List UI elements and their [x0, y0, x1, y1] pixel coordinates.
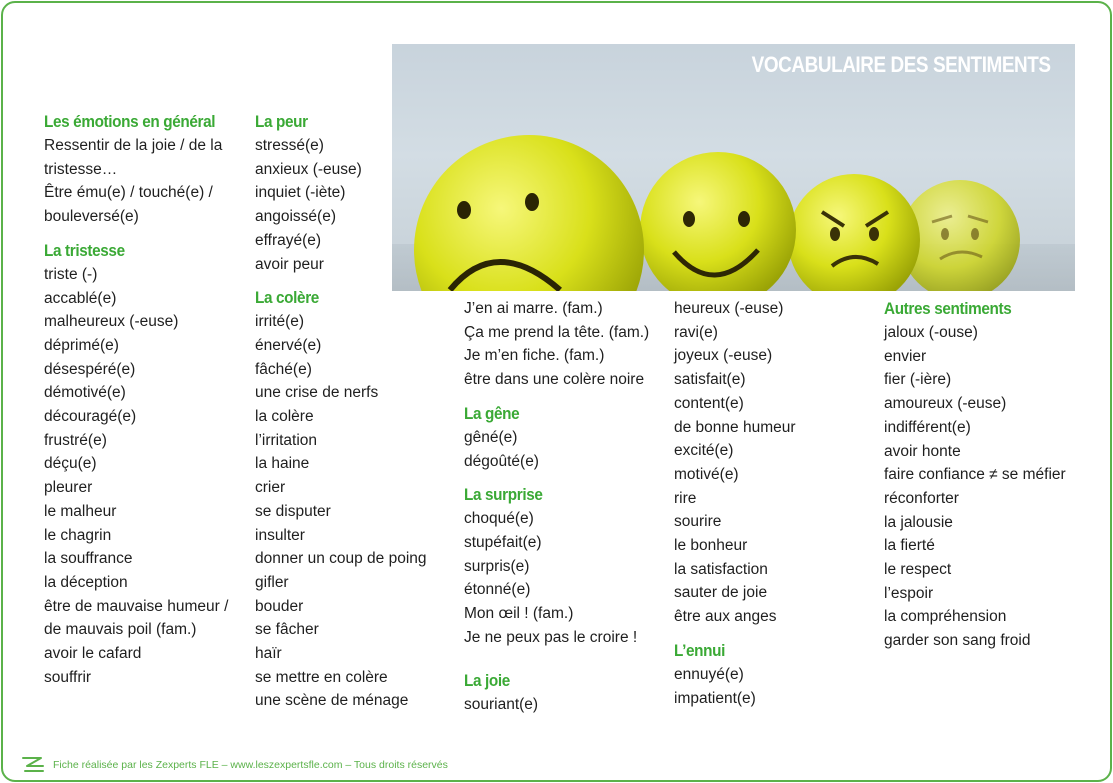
list-item: l’espoir	[884, 584, 934, 602]
list-item: gifler	[255, 573, 289, 591]
list-item: découragé(e)	[44, 408, 137, 426]
list-item: une crise de nerfs	[255, 384, 379, 402]
list-item: la jalousie	[884, 513, 953, 531]
list-item: énervé(e)	[255, 336, 322, 354]
column-4	[674, 297, 796, 710]
list-item: frustré(e)	[44, 431, 107, 449]
emoji-balls-illustration	[392, 44, 1075, 291]
list-item: démotivé(e)	[44, 384, 126, 402]
column-1	[44, 110, 234, 689]
list-item: le bonheur	[674, 537, 748, 555]
vocabulary-sheet	[1, 1, 1112, 782]
list-item: ravi(e)	[674, 323, 718, 341]
zexperts-logo-icon	[21, 755, 45, 775]
list-item: fâché(e)	[255, 360, 312, 378]
section-title-surprise: La surprise	[464, 485, 543, 505]
list-item: crier	[255, 479, 286, 497]
list-item: une scène de ménage	[255, 692, 409, 710]
list-item: être dans une colère noire	[464, 371, 645, 389]
list-item: choqué(e)	[464, 510, 534, 528]
list-item: Être ému(e) / touché(e) /	[44, 184, 213, 202]
angry-emoji-icon	[788, 174, 920, 291]
section-title-colere: La colère	[255, 288, 319, 308]
list-item: désespéré(e)	[44, 360, 136, 378]
list-item: déçu(e)	[44, 455, 97, 473]
list-item: Ressentir de la joie / de la	[44, 137, 223, 154]
list-item: satisfait(e)	[674, 371, 746, 389]
list-item: la souffrance	[44, 550, 133, 568]
list-item: pleurer	[44, 479, 93, 497]
list-item: donner un coup de poing	[255, 550, 427, 568]
sad-emoji-icon	[414, 135, 644, 291]
list-item: souriant(e)	[464, 696, 539, 714]
footer	[21, 754, 448, 776]
list-item: J’en ai marre. (fam.)	[464, 300, 603, 317]
list-item: excité(e)	[674, 442, 734, 460]
list-item: le malheur	[44, 502, 117, 520]
list-item: accablé(e)	[44, 289, 117, 307]
list-item: stressé(e)	[255, 137, 324, 154]
list-item: ennuyé(e)	[674, 665, 744, 683]
list-item: de bonne humeur	[674, 418, 796, 436]
column-2	[255, 110, 427, 713]
list-item: haïr	[255, 645, 282, 663]
list-item: surpris(e)	[464, 557, 530, 575]
list-item: anxieux (-euse)	[255, 160, 362, 178]
list-item: l’irritation	[255, 431, 318, 449]
list-item: Je ne peux pas le croire !	[464, 628, 638, 646]
section-title-tristesse: La tristesse	[44, 240, 125, 260]
list-item: impatient(e)	[674, 689, 756, 707]
list-item: être de mauvaise humeur /	[44, 597, 229, 615]
list-item: la fierté	[884, 537, 935, 555]
list-item: amoureux (-euse)	[884, 395, 1007, 413]
list-item: la déception	[44, 573, 128, 591]
list-item: faire confiance ≠ se méfier	[884, 466, 1066, 484]
section-title-autres: Autres sentiments	[884, 299, 1012, 318]
list-item: étonné(e)	[464, 581, 531, 599]
section-title-peur: La peur	[255, 112, 308, 131]
list-item: se mettre en colère	[255, 668, 388, 686]
list-item: souffrir	[44, 668, 92, 686]
list-item: avoir peur	[255, 255, 324, 273]
list-item: avoir le cafard	[44, 645, 142, 663]
list-item: se fâcher	[255, 621, 319, 639]
list-item: avoir honte	[884, 442, 961, 460]
list-item: effrayé(e)	[255, 231, 322, 249]
list-item: triste (-)	[44, 265, 98, 283]
list-item: jaloux (-ouse)	[884, 324, 978, 341]
list-item: se disputer	[255, 502, 331, 520]
list-item: bouder	[255, 597, 304, 615]
list-item: fier (-ière)	[884, 371, 952, 389]
list-item: Je m’en fiche. (fam.)	[464, 347, 605, 365]
section-title-ennui: L’ennui	[674, 640, 726, 660]
list-item: Ça me prend la tête. (fam.)	[464, 323, 650, 341]
list-item: heureux (-euse)	[674, 300, 784, 317]
list-item: de mauvais poil (fam.)	[44, 621, 197, 639]
list-item: tristesse…	[44, 160, 118, 178]
list-item: la colère	[255, 408, 314, 426]
list-item: motivé(e)	[674, 465, 739, 483]
list-item: content(e)	[674, 394, 744, 412]
list-item: être aux anges	[674, 608, 777, 626]
list-item: le chagrin	[44, 526, 112, 544]
section-title-gene: La gêne	[464, 403, 520, 423]
list-item: la compréhension	[884, 608, 1007, 626]
list-item: indifférent(e)	[884, 418, 971, 436]
section-title-emotions: Les émotions en général	[44, 112, 216, 131]
list-item: bouleversé(e)	[44, 208, 139, 226]
list-item: garder son sang froid	[884, 632, 1031, 650]
list-item: insulter	[255, 526, 305, 544]
column-5	[884, 297, 1066, 653]
list-item: angoissé(e)	[255, 208, 336, 226]
list-item: envier	[884, 347, 927, 365]
list-item: dégoûté(e)	[464, 452, 539, 470]
list-item: inquiet (-iète)	[255, 184, 346, 202]
list-item: stupéfait(e)	[464, 533, 542, 551]
page-title: VOCABULAIRE DES SENTIMENTS	[752, 52, 1051, 77]
list-item: joyeux (-euse)	[674, 347, 773, 365]
banner-image	[392, 44, 1075, 291]
list-item: rire	[674, 489, 697, 507]
list-item: Mon œil ! (fam.)	[464, 605, 574, 623]
list-item: sauter de joie	[674, 584, 768, 602]
list-item: sourire	[674, 513, 722, 531]
list-item: malheureux (-euse)	[44, 313, 179, 331]
footer-credit: Fiche réalisée par les Zexperts FLE – www.leszexpertsfle.com – Tous droits réservés	[53, 759, 448, 771]
happy-emoji-icon	[640, 152, 796, 291]
list-item: irrité(e)	[255, 313, 305, 331]
list-item: la haine	[255, 455, 310, 473]
list-item: déprimé(e)	[44, 336, 119, 354]
list-item: réconforter	[884, 489, 959, 507]
column-3	[464, 297, 649, 717]
list-item: la satisfaction	[674, 560, 768, 578]
list-item: le respect	[884, 561, 952, 579]
section-title-joie: La joie	[464, 671, 510, 691]
list-item: gêné(e)	[464, 428, 518, 446]
